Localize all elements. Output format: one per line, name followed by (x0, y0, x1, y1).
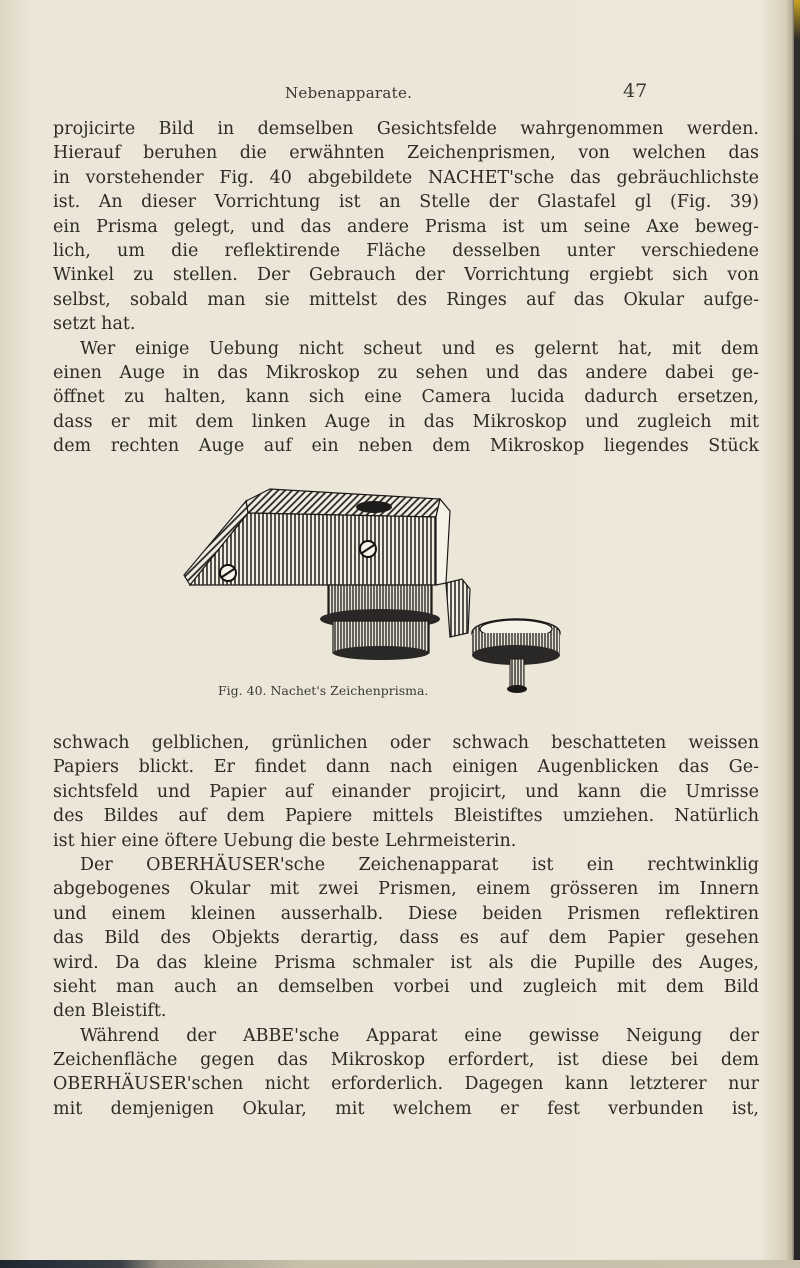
text-line: des Bildes auf dem Papiere mittels Bleistiftes umziehen. Natürlich (53, 806, 759, 827)
text-line: wird. Da das kleine Prisma schmaler ist als die Pupille des Auges, (53, 952, 759, 973)
body-text-top (53, 117, 759, 458)
page-edge-shadow (794, 0, 800, 1268)
text-line: mit demjenigen Okular, mit welchem er fest verbunden ist, (53, 1098, 759, 1119)
text-line: sieht man auch an demselben vorbei und zugleich mit dem Bild (53, 976, 759, 997)
text-line: Papiers blickt. Er findet dann nach einigen Augenblicken das Ge- (53, 757, 759, 778)
text-line: projicirte Bild in demselben Gesichtsfelde wahrgenommen werden. (53, 119, 759, 139)
text-line: öffnet zu halten, kann sich eine Camera lucida dadurch ersetzen, (53, 387, 759, 408)
prism-illustration (178, 483, 562, 703)
text-line: setzt hat. (53, 314, 136, 335)
page-number: 47 (623, 80, 648, 102)
text-line: ein Prisma gelegt, und das andere Prisma ist um seine Axe beweg- (53, 216, 759, 237)
text-line: schwach gelblichen, grünlichen oder schwach beschatteten weissen (53, 733, 759, 753)
text-line: selbst, sobald man sie mittelst des Ringes auf das Okular aufge- (53, 289, 759, 310)
text-line: dass er mit dem linken Auge in das Mikroskop und zugleich mit (53, 411, 759, 432)
text-line: und einem kleinen ausserhalb. Diese beiden Prismen reflektiren (53, 903, 759, 924)
text-line: Hierauf beruhen die erwähnten Zeichenprismen, von welchen das (53, 143, 759, 164)
text-line: dem rechten Auge auf ein neben dem Mikroskop liegendes Stück (53, 436, 759, 457)
text-line: in vorstehender Fig. 40 abgebildete NACHET'sche das gebräuchlichste (53, 167, 759, 188)
text-line: ist hier eine öftere Uebung die beste Lehrmeisterin. (53, 830, 517, 851)
text-line: den Bleistift. (53, 1001, 167, 1022)
text-line: ist. An dieser Vorrichtung ist an Stelle der Glastafel gl (Fig. 39) (53, 192, 759, 213)
text-line: abgebogenes Okular mit zwei Prismen, einem grösseren im Innern (53, 879, 759, 900)
figure-caption: Fig. 40. Nachet's Zeichenprisma. (218, 683, 429, 698)
text-line: lich, um die reflektirende Fläche desselben unter verschiedene (53, 240, 759, 261)
text-line: Winkel zu stellen. Der Gebrauch der Vorrichtung ergiebt sich von (53, 265, 759, 286)
text-line: einen Auge in das Mikroskop zu sehen und das andere dabei ge- (53, 362, 759, 383)
text-line: OBERHÄUSER'schen nicht erforderlich. Dagegen kann letzterer nur (53, 1074, 759, 1095)
text-line: Zeichenfläche gegen das Mikroskop erfordert, ist diese bei dem (53, 1050, 759, 1071)
text-line: das Bild des Objekts derartig, dass es auf dem Papier gesehen (53, 928, 759, 949)
text-line: Während der ABBE'sche Apparat eine gewisse Neigung der (80, 1025, 759, 1046)
page-header (0, 80, 800, 106)
text-line: Wer einige Uebung nicht scheut und es gelernt hat, mit dem (80, 338, 759, 359)
page-bottom-shadow (0, 1260, 800, 1268)
figure-nachet-prism (178, 483, 562, 703)
running-head: Nebenapparate. (285, 84, 413, 102)
text-line: Der OBERHÄUSER'sche Zeichenapparat ist ein rechtwinklig (80, 854, 759, 875)
text-line: sichtsfeld und Papier auf einander projicirt, und kann die Umrisse (53, 781, 759, 802)
body-text-bottom (53, 731, 759, 1121)
